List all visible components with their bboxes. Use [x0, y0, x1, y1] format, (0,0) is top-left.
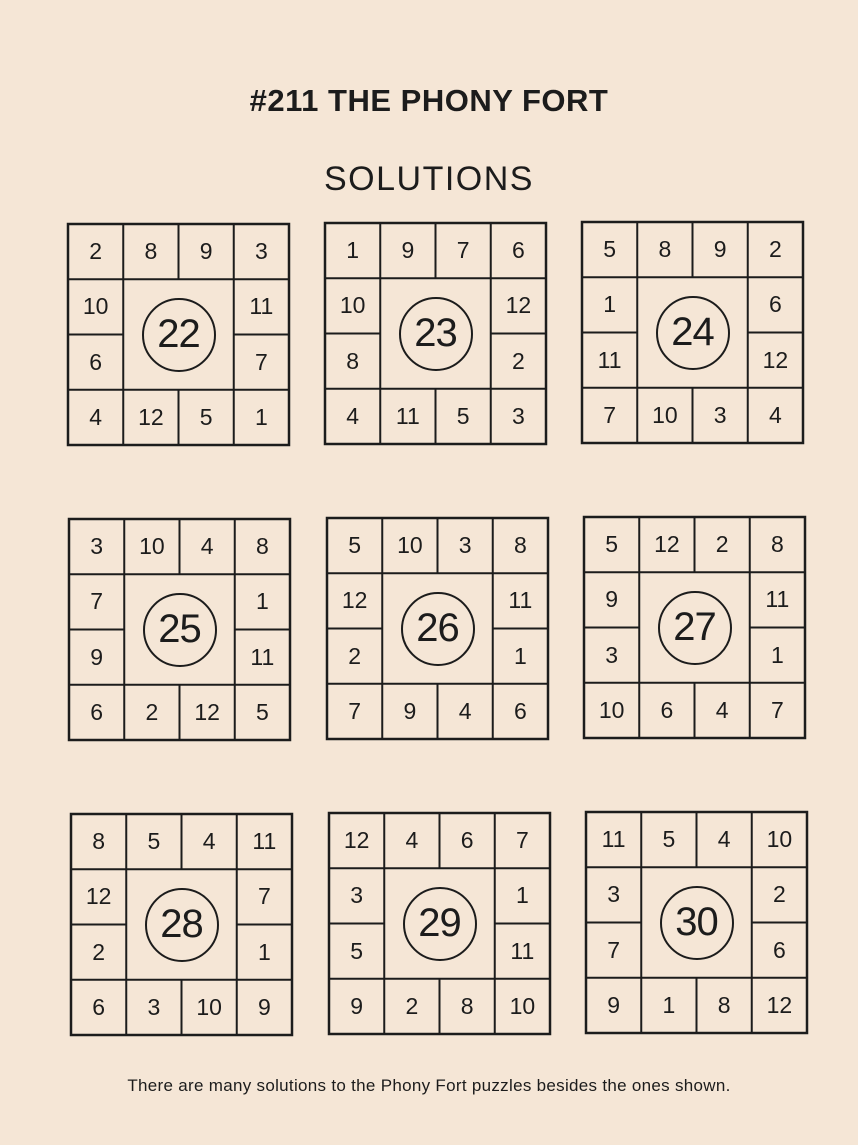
- cell-right: 12: [762, 346, 789, 373]
- cell-bottom: 4: [89, 403, 103, 430]
- cell-top: 10: [766, 826, 793, 853]
- cell-bottom: 5: [255, 698, 269, 725]
- cell-top: 7: [515, 827, 529, 854]
- cell-bottom: 9: [403, 697, 417, 724]
- cell-bottom: 7: [603, 401, 617, 428]
- cell-bottom: 4: [768, 401, 782, 428]
- cell-right: 11: [249, 293, 274, 320]
- cell-bottom: 3: [511, 402, 525, 429]
- cell-bottom: 8: [717, 991, 731, 1018]
- cell-right: 1: [770, 641, 784, 668]
- cell-left: 5: [350, 937, 364, 964]
- cell-top: 2: [89, 238, 103, 265]
- cell-right: 6: [772, 936, 786, 963]
- puzzle-24: [582, 222, 803, 443]
- cell-bottom: 12: [766, 991, 793, 1018]
- cell-right: 1: [513, 642, 527, 669]
- cell-top: 4: [405, 827, 419, 854]
- puzzle-30: [586, 812, 807, 1033]
- puzzle-number-circle: 28: [145, 888, 219, 962]
- cell-top: 4: [200, 533, 214, 560]
- cell-top: 4: [202, 828, 216, 855]
- cell-bottom: 5: [456, 402, 470, 429]
- cell-left: 10: [339, 292, 366, 319]
- cell-top: 6: [460, 827, 474, 854]
- puzzle-number-circle: 27: [658, 591, 732, 665]
- cell-top: 4: [717, 826, 731, 853]
- cell-bottom: 10: [196, 993, 222, 1020]
- puzzle-number-circle: 26: [401, 592, 475, 666]
- cell-left: 8: [346, 347, 360, 374]
- cell-bottom: 4: [715, 696, 729, 723]
- cell-top: 11: [601, 826, 626, 853]
- cell-right: 2: [511, 347, 525, 374]
- cell-right: 6: [768, 291, 782, 318]
- cell-top: 6: [511, 237, 525, 264]
- puzzle-29: [329, 813, 550, 1034]
- cell-top: 12: [654, 531, 680, 558]
- cell-left: 7: [90, 588, 104, 615]
- cell-top: 8: [658, 236, 672, 263]
- cell-top: 1: [346, 237, 360, 264]
- cell-right: 11: [508, 587, 533, 614]
- page-title: #211 THE PHONY FORT: [249, 83, 609, 118]
- puzzle-26: [327, 518, 548, 739]
- cell-left: 11: [597, 346, 622, 373]
- cell-bottom: 6: [660, 696, 674, 723]
- cell-bottom: 2: [405, 992, 419, 1019]
- cell-top: 5: [662, 826, 676, 853]
- puzzle-number-circle: 29: [403, 887, 477, 961]
- cell-left: 12: [85, 883, 112, 910]
- cell-left: 2: [92, 938, 106, 965]
- cell-bottom: 1: [662, 991, 676, 1018]
- cell-bottom: 12: [138, 403, 164, 430]
- cell-left: 2: [348, 642, 362, 669]
- page-subtitle: SOLUTIONS: [324, 160, 534, 198]
- cell-bottom: 7: [348, 697, 362, 724]
- cell-top: 8: [92, 828, 106, 855]
- cell-top: 9: [401, 237, 415, 264]
- cell-left: 3: [607, 881, 621, 908]
- cell-top: 5: [147, 828, 161, 855]
- cell-left: 10: [82, 293, 109, 320]
- cell-bottom: 3: [713, 401, 727, 428]
- cell-left: 12: [341, 587, 368, 614]
- cell-bottom: 12: [194, 698, 220, 725]
- cell-bottom: 7: [770, 696, 784, 723]
- cell-top: 3: [458, 532, 472, 559]
- cell-bottom: 9: [257, 993, 271, 1020]
- cell-left: 9: [605, 586, 619, 613]
- puzzle-22: [68, 224, 289, 445]
- cell-left: 7: [607, 936, 621, 963]
- cell-bottom: 9: [607, 991, 621, 1018]
- cell-top: 5: [348, 532, 362, 559]
- cell-top: 8: [255, 533, 269, 560]
- cell-right: 2: [772, 881, 786, 908]
- cell-bottom: 3: [147, 993, 161, 1020]
- cell-bottom: 6: [513, 697, 527, 724]
- puzzle-number-circle: 22: [142, 298, 216, 372]
- cell-bottom: 8: [460, 992, 474, 1019]
- cell-top: 10: [139, 533, 165, 560]
- cell-bottom: 9: [350, 992, 364, 1019]
- cell-top: 5: [603, 236, 617, 263]
- cell-left: 6: [89, 348, 103, 375]
- cell-top: 11: [252, 828, 277, 855]
- puzzle-number-circle: 30: [660, 886, 734, 960]
- cell-right: 1: [257, 938, 271, 965]
- puzzle-number-circle: 25: [143, 593, 217, 667]
- cell-top: 9: [199, 238, 213, 265]
- cell-left: 3: [605, 641, 619, 668]
- cell-bottom: 6: [90, 698, 104, 725]
- cell-right: 11: [250, 643, 275, 670]
- cell-right: 11: [510, 937, 535, 964]
- cell-top: 9: [713, 236, 727, 263]
- cell-bottom: 10: [509, 992, 536, 1019]
- puzzle-number-circle: 24: [656, 296, 730, 370]
- cell-right: 11: [765, 586, 790, 613]
- cell-top: 2: [715, 531, 729, 558]
- footer-note: There are many solutions to the Phony Fort puzzles besides the ones shown.: [127, 1076, 731, 1095]
- cell-top: 5: [605, 531, 619, 558]
- cell-top: 8: [770, 531, 784, 558]
- puzzle-23: [325, 223, 546, 444]
- cell-top: 10: [397, 532, 423, 559]
- cell-left: 9: [90, 643, 104, 670]
- cell-bottom: 10: [652, 401, 678, 428]
- cell-top: 2: [768, 236, 782, 263]
- cell-bottom: 10: [598, 696, 625, 723]
- puzzle-28: [71, 814, 292, 1035]
- cell-bottom: 6: [92, 993, 106, 1020]
- cell-bottom: 5: [199, 403, 213, 430]
- puzzle-25: [69, 519, 290, 740]
- cell-bottom: 1: [254, 403, 268, 430]
- cell-right: 7: [254, 348, 268, 375]
- cell-top: 7: [456, 237, 470, 264]
- cell-bottom: 4: [346, 402, 360, 429]
- cell-top: 8: [144, 238, 158, 265]
- cell-bottom: 4: [458, 697, 472, 724]
- cell-bottom: 11: [395, 402, 420, 429]
- cell-bottom: 2: [145, 698, 159, 725]
- cell-right: 1: [255, 588, 269, 615]
- puzzle-number-circle: 23: [399, 297, 473, 371]
- cell-left: 1: [603, 291, 617, 318]
- cell-top: 12: [343, 827, 370, 854]
- cell-right: 7: [257, 883, 271, 910]
- cell-top: 3: [254, 238, 268, 265]
- cell-left: 3: [350, 882, 364, 909]
- puzzle-27: [584, 517, 805, 738]
- cell-right: 1: [515, 882, 529, 909]
- cell-top: 8: [513, 532, 527, 559]
- cell-right: 12: [505, 292, 532, 319]
- cell-top: 3: [90, 533, 104, 560]
